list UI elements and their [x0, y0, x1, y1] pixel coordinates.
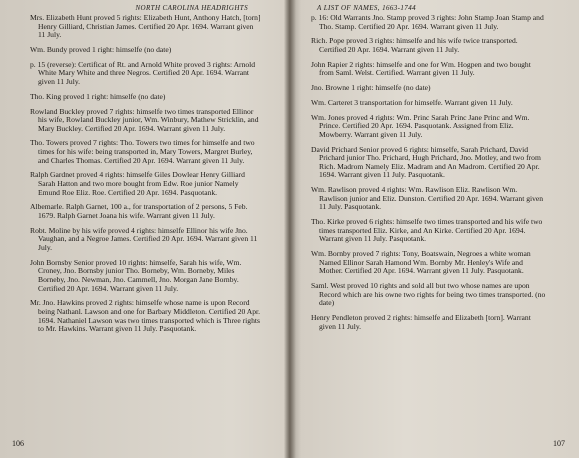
headright-entry: Tho. Towers proved 7 rights: Tho. Towers two times for himselfe and two times for his wife: being transported in, Mary Towers, Margret Burley, and Charles Thomas. Certified 20 Apr. 1694. Warrant given 11 July.	[30, 138, 255, 165]
headright-entry: John Bornsby Senior proved 10 rights: himselfe, Sarah his wife, Wm. Croney, Jno. Bornsby junior Tho. Borneby, Wm. Borneby, Miles Borneby, Jno. Newman, Jno. Cammell, Jno. Morgan Jane Bornby. Certified 20 Apr. 1694. Warrant given 11 July.	[30, 257, 242, 293]
headright-entry: Rowland Buckley proved 7 rights: himselfe two times transported Ellinor his wife, Rowland Buckley junior, Wm. Winbury, Mathew Stricklin, and Mary Buckley. Certified 20 Apr. 1694. Warrant given 11 July.	[30, 106, 259, 133]
left-page	[0, 0, 288, 458]
left-running-header: NORTH CAROLINA HEADRIGHTS	[135, 4, 248, 12]
headright-entry: Mr. Jno. Hawkins proved 2 rights: himselfe whose name is upon Record being Nathanl. Lawson and one for Barbary Middleton. Certified 20 Apr. 1694. Nathaniel Lawson was two times transported which is Three rights to Mr. Hawkins. Warrant given 11 July. Pasquotank.	[30, 298, 261, 334]
headright-entry: John Rapier 2 rights: himselfe and one for Wm. Hogpen and two bought from Saml. Welst. Certified. Warrant given 11 July.	[311, 59, 531, 78]
headright-entry: Wm. Jones proved 4 rights: Wm. Princ Sarah Princ Jane Princ and Wm. Prince. Certified 20 Apr. 1694. Pasquotank. Assigned from Eliz. Mowberry. Warrant given 11 July.	[311, 112, 530, 139]
headright-entry: Wm. Bundy proved 1 right: himselfe (no date)	[30, 44, 172, 54]
headright-entry: Henry Pendleton proved 2 rights: himselfe and Elizabeth [torn]. Warrant given 11 July.	[311, 313, 531, 331]
left-entries	[30, 14, 262, 340]
headright-entry: Saml. West proved 10 rights and sold all but two whose names are upon Record which are his owne two rights for being two times transported. (no date)	[311, 281, 546, 308]
headright-entry: Wm. Rawlison proved 4 rights: Wm. Rawlison Eliz. Rawlison Wm. Rawlison junior and Eliz. Dunston. Certified 20 Apr. 1694. Warrant given 11 July. Pasquotank.	[311, 185, 544, 212]
headright-entry: Ralph Gardnet proved 4 rights: himselfe Giles Dowlear Henry Gilliard Sarah Hatton and two more bought from Edw. Roe junior Namely Emund Roe Eliz. Roe. Certified 20 Apr. 1694. Pasquotank.	[30, 170, 245, 197]
left-page-number: 106	[12, 439, 24, 448]
headright-entry: David Prichard Senior proved 6 rights: himselfe, Sarah Prichard, David Prichard junior Tho. Prichard, Hugh Prichard, Jno. Motley, and two from Rich. Madrom Namely Eliz. Madram and An Madrom. Certified 20 Apr. 1694. Warrant given 11 July. Pasquotank.	[311, 144, 541, 180]
headright-entry: Tho. King proved 1 right: himselfe (no date)	[30, 91, 166, 101]
right-entries	[311, 14, 546, 337]
headright-entry: Mrs. Elizabeth Hunt proved 5 rights: Elizabeth Hunt, Anthony Hatch, [torn] Henry Gilliard, Christian James. Certified 20 Apr. 1694. Warrant given 11 July.	[30, 13, 261, 40]
headright-entry: p. 15 (reverse): Certificat of Rt. and Arnold White proved 3 rights: Arnold White Mary White and three Negros. Certified 20 Apr. 1694. Warrant given 11 July.	[30, 59, 256, 86]
headright-entry: Robt. Moline by his wife proved 4 rights: himselfe Ellinor his wife Jno. Vaughan, and a Negroe James. Certified 20 Apr. 1694. Warrant given 11 July.	[30, 225, 258, 252]
headright-entry: Wm. Carteret 3 transportation for himselfe. Warrant given 11 July.	[311, 97, 513, 107]
headright-entry: Albemarle. Ralph Garnet, 100 a., for transportation of 2 persons, 5 Feb. 1679. Ralph Garnet Joana his wife. Warrant given 11 July.	[30, 202, 248, 220]
headright-entry: p. 16: Old Warrants Jno. Stamp proved 3 rights: John Stamp Joan Stamp and Tho. Stamp. Certified 20 Apr. 1694. Warrant given 11 July.	[311, 13, 544, 31]
headright-entry: Rich. Pope proved 3 rights: himselfe and his wife twice transported. Certified 20 Apr. 1694. Warrant given 11 July.	[311, 36, 518, 54]
right-running-header: A LIST OF NAMES, 1663-1744	[317, 4, 417, 12]
headright-entry: Jno. Browne 1 right: himselfe (no date)	[311, 83, 431, 93]
headright-entry: Tho. Kirke proved 6 rights: himselfe two times transported and his wife two times transported Eliz. Kirke, and An Kirke. Certified 20 Apr. 1694. Warrant given 11 July. Pasquotank.	[311, 217, 543, 244]
headright-entry: Wm. Bornby proved 7 rights: Tony, Boatswain, Negroes a white woman Named Ellinor Sarah Hamond Wm. Bornby Mr. Henley's Wife and Mother. Certified 20 Apr. 1694. Warrant given 11 July. Pasquotank.	[311, 249, 531, 276]
right-page	[293, 0, 579, 458]
right-page-number: 107	[553, 439, 565, 448]
